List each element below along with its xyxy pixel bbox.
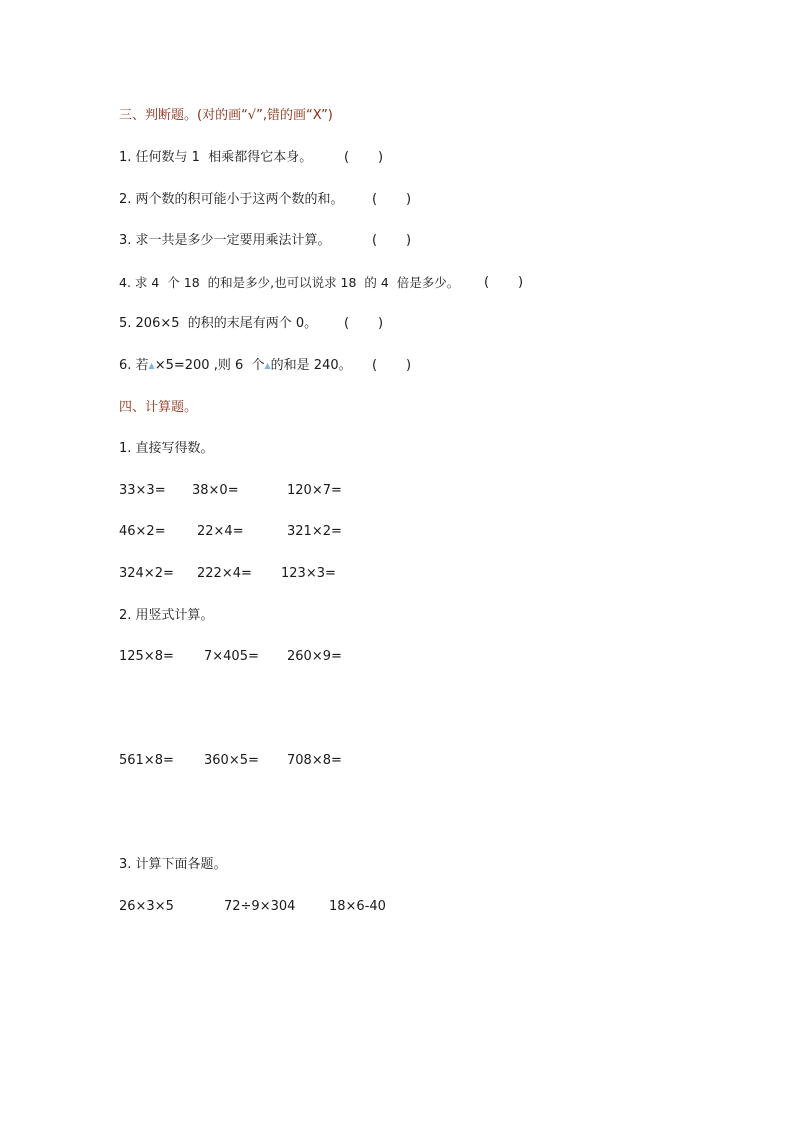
part1-label: 1. 直接写得数。 xyxy=(119,441,214,456)
problem: 26×3×5 xyxy=(119,899,174,914)
item6-middle: ×5=200 ,则 6 个 xyxy=(154,358,265,373)
problem: 260×9= xyxy=(287,649,342,664)
problem: 38×0= xyxy=(192,483,239,498)
judgement-text xyxy=(119,358,352,375)
problem: 561×8= xyxy=(119,753,174,768)
item6-suffix: 的和是 240。 xyxy=(270,358,352,373)
problem: 708×8= xyxy=(287,753,342,768)
problem: 72÷9×304 xyxy=(224,899,296,914)
part3-label: 3. 计算下面各题。 xyxy=(119,857,227,872)
problem: 222×4= xyxy=(197,566,252,581)
problem: 123×3= xyxy=(281,566,336,581)
part2-label: 2. 用竖式计算。 xyxy=(119,608,214,623)
judgement-text: 4. 求 4 个 18 的和是多少,也可以说求 18 的 4 倍是多少。 xyxy=(119,275,460,290)
problem: 324×2= xyxy=(119,566,174,581)
problem: 7×405= xyxy=(204,649,259,664)
problem: 33×3= xyxy=(119,483,166,498)
answer-bracket[interactable]: ( ) xyxy=(344,150,384,165)
problem: 360×5= xyxy=(204,753,259,768)
judgement-text: 1. 任何数与 1 相乘都得它本身。 xyxy=(119,150,313,165)
triangle-icon: ▲ xyxy=(264,361,271,370)
problem: 321×2= xyxy=(287,524,342,539)
problem: 120×7= xyxy=(287,483,342,498)
judgement-text: 5. 206×5 的积的末尾有两个 0。 xyxy=(119,316,318,331)
problem: 46×2= xyxy=(119,524,166,539)
problem: 18×6-40 xyxy=(329,899,386,914)
answer-bracket[interactable]: ( ) xyxy=(372,358,412,373)
triangle-icon: ▲ xyxy=(148,361,155,370)
item6-prefix: 6. 若 xyxy=(119,358,149,373)
judgement-text: 2. 两个数的积可能小于这两个数的和。 xyxy=(119,192,344,207)
answer-bracket[interactable]: ( ) xyxy=(372,233,412,248)
section3-title: 三、判断题。(对的画“√”,错的画“X”) xyxy=(119,108,333,123)
judgement-text: 3. 求一共是多少一定要用乘法计算。 xyxy=(119,233,331,248)
answer-bracket[interactable]: ( ) xyxy=(344,316,384,331)
answer-bracket[interactable]: ( ) xyxy=(372,192,412,207)
problem: 22×4= xyxy=(197,524,244,539)
problem: 125×8= xyxy=(119,649,174,664)
answer-bracket[interactable]: ( ) xyxy=(484,275,524,290)
section4-title: 四、计算题。 xyxy=(119,400,198,415)
